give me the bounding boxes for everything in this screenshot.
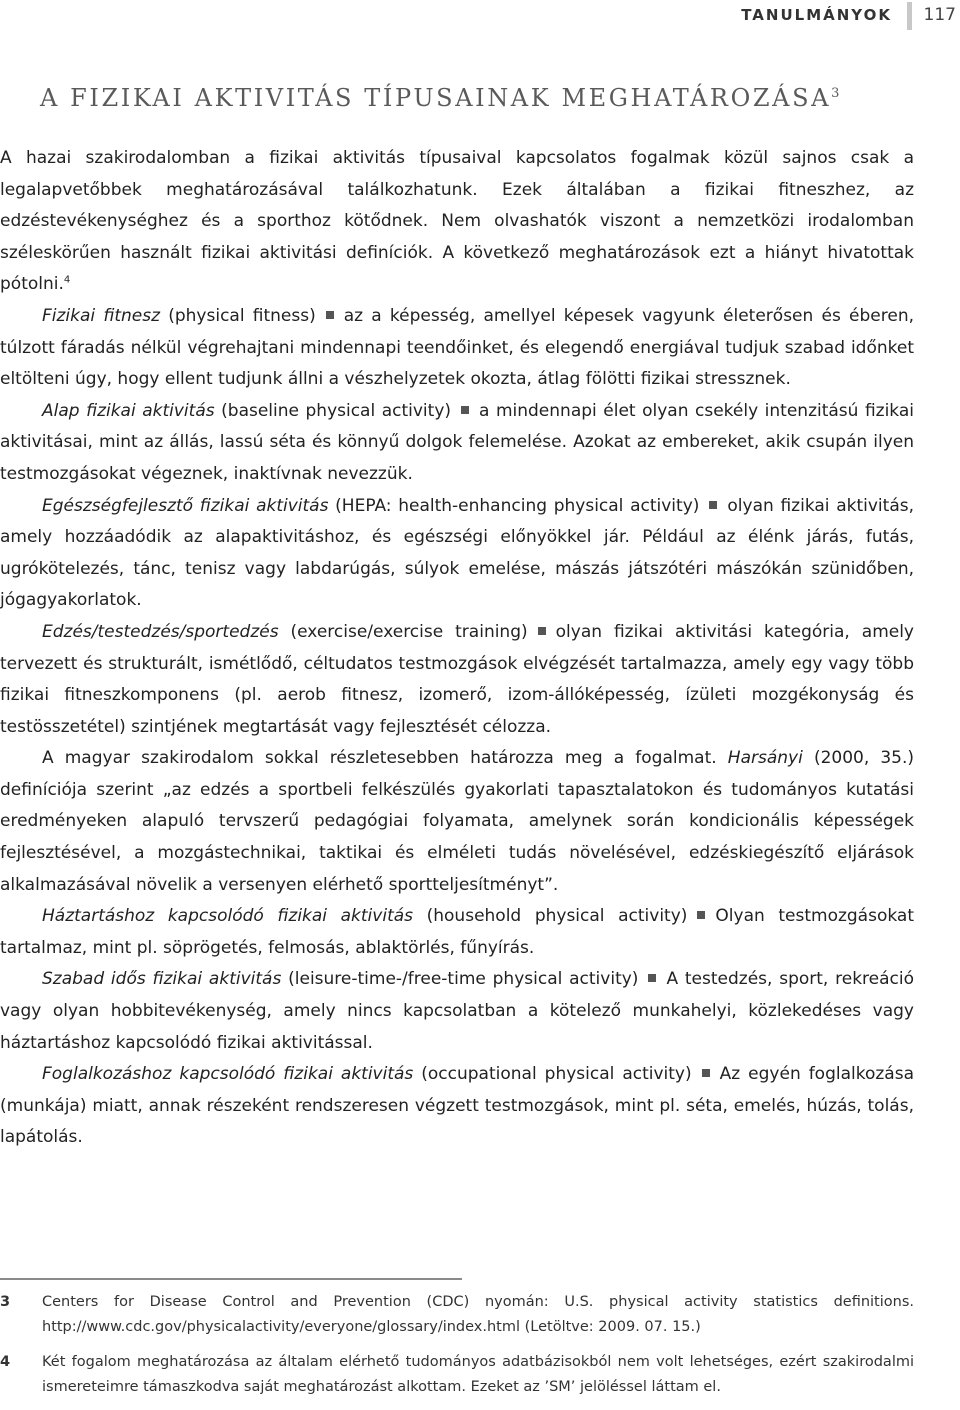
harsanyi-lead: A magyar szakirodalom sokkal részletesebben határozza meg a fogalmat. bbox=[42, 748, 717, 769]
footnote-number: 4 bbox=[0, 1354, 11, 1370]
definition-term: Szabad idős fizikai aktivitás bbox=[42, 969, 282, 990]
definition-text: Olyan testmozgásokat tartalmaz, mint pl. söprögetés, felmosás, ablaktörlés, fűnyírás. bbox=[0, 906, 914, 958]
harsanyi-paragraph bbox=[0, 743, 914, 901]
definition-text: olyan fizikai aktivitás, amely hozzáadódik az alapaktivitáshoz, és egészségi előnyökkel jár. Például az élénk járás, futás, ugrókötelezés, tánc, tenisz vagy labdarúgás, súlyok emelése, mászás játszótéri mászókán szünidőben, jógagyakorlatok. bbox=[0, 495, 914, 611]
footnote-text: Centers for Disease Control and Prevention (CDC) nyomán: U.S. physical activity statistics definitions. http://www.cdc.gov/physicalactivity/everyone/glossary/index.html (Letöltve: 2009. 07. 15.) bbox=[42, 1294, 914, 1335]
section-heading-text: A FIZIKAI AKTIVITÁS TÍPUSAINAK MEGHATÁROZÁSA bbox=[40, 84, 832, 112]
square-bullet-icon bbox=[648, 974, 656, 982]
square-bullet-icon bbox=[538, 627, 546, 635]
definition-paragraph bbox=[0, 617, 914, 743]
definition-term: Foglalkozáshoz kapcsolódó fizikai aktivitás bbox=[42, 1064, 414, 1085]
definition-text: Az egyén foglalkozása (munkája) miatt, annak részeként rendszeresen végzett testmozgások, mint pl. séta, emelés, húzás, tolás, lapátolás. bbox=[0, 1064, 914, 1148]
footnote bbox=[0, 1290, 914, 1340]
running-title: TANULMÁNYOK bbox=[741, 6, 892, 24]
footnote-number: 3 bbox=[0, 1294, 11, 1310]
harsanyi-author: Harsányi bbox=[727, 748, 803, 769]
definition-term: Alap fizikai aktivitás bbox=[42, 400, 215, 421]
definition-text: A testedzés, sport, rekreáció vagy olyan hobbitevékenység, amely nincs kapcsolatban a kötelező munkahelyi, közlekedéses vagy háztartáshoz kapcsolódó fizikai aktivitással. bbox=[0, 969, 915, 1053]
definition-term: Edzés/testedzés/sportedzés bbox=[42, 621, 279, 642]
definition-english: (baseline physical activity) bbox=[221, 400, 452, 421]
header-divider bbox=[907, 2, 912, 30]
body-text bbox=[0, 143, 914, 1154]
definition-english: (household physical activity) bbox=[426, 906, 688, 927]
section-heading bbox=[40, 84, 839, 112]
definition-paragraph bbox=[0, 491, 914, 617]
definition-text: a mindennapi élet olyan csekély intenzitású fizikai aktivitásai, mint az állás, lassú séta és könnyű dolgok felemelése. Azokat az embereket, akik csupán ilyen testmozgásokat végeznek, inaktívnak nevezzük. bbox=[0, 400, 914, 484]
section-heading-footnote-ref: 3 bbox=[831, 86, 840, 101]
square-bullet-icon bbox=[461, 406, 469, 414]
square-bullet-icon bbox=[709, 501, 717, 509]
footnote-text: Két fogalom meghatározása az általam elérhető tudományos adatbázisokból nem volt lehetséges, ezért szakirodalmi ismereteimre támaszkodva saját meghatározást alkottam. Ezeket az ’SM’ jelöléssel láttam el. bbox=[42, 1354, 914, 1395]
footnotes bbox=[0, 1290, 914, 1410]
definition-english: (HEPA: health-enhancing physical activity) bbox=[335, 495, 700, 516]
intro-paragraph bbox=[0, 143, 914, 301]
definition-english: (occupational physical activity) bbox=[421, 1064, 692, 1085]
footnote-divider bbox=[0, 1278, 462, 1280]
definition-paragraph bbox=[0, 396, 914, 491]
definition-paragraph bbox=[0, 901, 914, 964]
definition-paragraph bbox=[0, 1059, 914, 1154]
definition-term: Háztartáshoz kapcsolódó fizikai aktivitás bbox=[42, 906, 414, 927]
definition-text: az a képesség, amellyel képesek vagyunk életerősen és éberen, túlzott fáradás nélkül végrehajtani mindennapi teendőinket, és elegendő energiával tudjuk szabad időnket eltölteni úgy, hogy ellent tudjunk állni a vészhelyzetek okozta, átlag fölötti fizikai stressznek. bbox=[0, 305, 914, 390]
definition-english: (physical fitness) bbox=[168, 305, 316, 326]
square-bullet-icon bbox=[702, 1069, 710, 1077]
definition-paragraph bbox=[0, 964, 914, 1059]
definition-term: Fizikai fitnesz bbox=[42, 305, 161, 326]
page-number: 117 bbox=[923, 5, 956, 25]
footnote bbox=[0, 1350, 914, 1400]
definition-english: (leisure-time-/free-time physical activity) bbox=[288, 969, 639, 990]
square-bullet-icon bbox=[326, 311, 334, 319]
intro-text: A hazai szakirodalomban a fizikai aktivitás típusaival kapcsolatos fogalmak közül sajnos csak a legalapvetőbbek meghatározásával találkozhatunk. Ezek általában a fizikai fitneszhez, az edzéstevékenységhez és a sporthoz kötődnek. Nem olvashatók viszont a nemzetközi irodalomban széleskörűen használt fizikai aktivitási definíciók. A következő meghatározások ezt a hiányt hivatottak pótolni. bbox=[0, 148, 914, 295]
harsanyi-text: (2000, 35.) definíciója szerint „az edzés a sportbeli felkészülés gyakorlati tapasztalatokon és tudományos kutatási eredményeken alapuló tervszerű pedagógiai folyamata, amelynek során kondicionális képességek fejlesztésével, a mozgástechnikai, taktikai és elméleti tudás növelésével, edzéskiegészítő eljárások alkalmazásával növelik a versenyen elérhető sportteljesítményt”. bbox=[0, 748, 915, 895]
intro-footnote-ref: 4 bbox=[63, 274, 71, 286]
definition-term: Egészségfejlesztő fizikai aktivitás bbox=[42, 495, 329, 516]
square-bullet-icon bbox=[697, 911, 705, 919]
definition-paragraph bbox=[0, 301, 914, 396]
running-header bbox=[0, 0, 960, 40]
definition-english: (exercise/exercise training) bbox=[290, 621, 528, 642]
definition-text: olyan fizikai aktivitási kategória, amely tervezett és strukturált, ismétlődő, céltudatos testmozgások elvégzését tartalmazza, amely egy vagy több fizikai fitneszkomponens (pl. aerob fitnesz, izomerő, izom-állóképesség, ízületi mozgékonyság és testösszetétel) szintjének megtartását vagy fejlesztését célozza. bbox=[0, 621, 914, 737]
